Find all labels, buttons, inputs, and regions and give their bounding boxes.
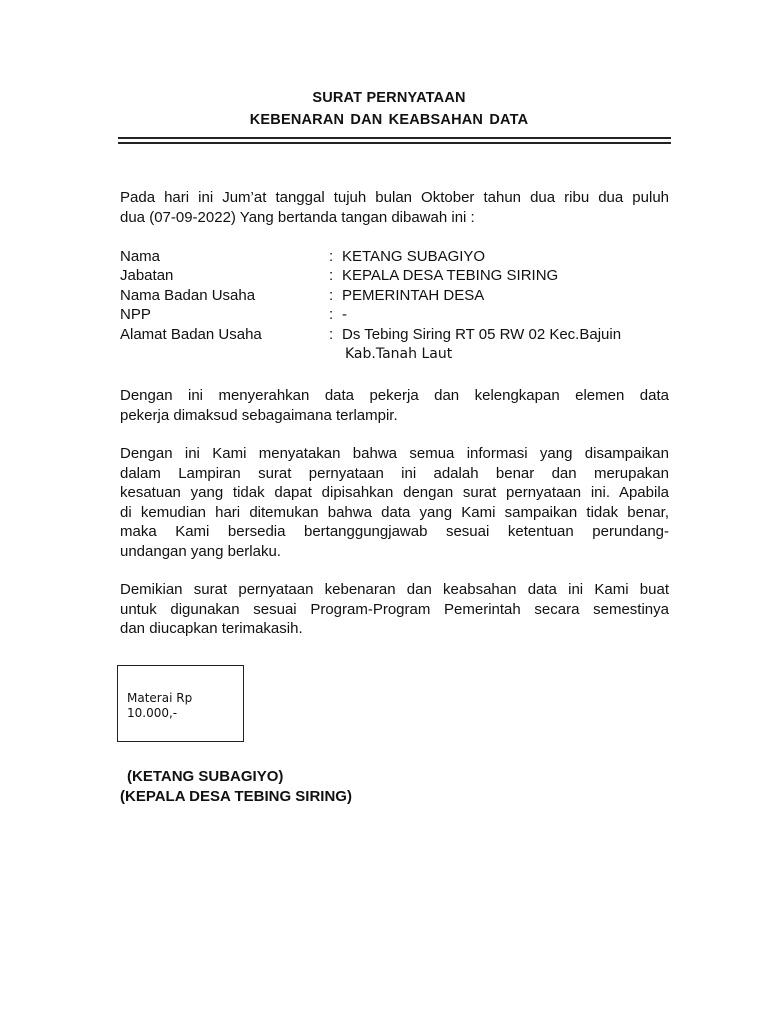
paragraph-line: Dengan ini Kami menyatakan bahwa semua informasi yang disampaikan: [120, 445, 669, 462]
document-subtitle: KEBENARAN DAN KEABSAHAN DATA: [249, 112, 529, 128]
paragraph-line: undangan yang berlaku.: [120, 542, 281, 560]
intro-line: dua (07-09-2022) Yang bertanda tangan dibawah ini :: [120, 208, 475, 226]
field-colon: :: [329, 326, 334, 343]
field-colon: :: [329, 306, 334, 323]
field-colon: :: [329, 287, 334, 304]
title-divider-top: [118, 137, 671, 139]
field-label: Jabatan: [120, 267, 174, 284]
field-label: Alamat Badan Usaha: [120, 326, 262, 343]
paragraph-line: pekerja dimaksud sebagaimana terlampir.: [120, 406, 398, 424]
paragraph-line: Dengan ini menyerahkan data pekerja dan kelengkapan elemen data: [120, 387, 669, 404]
paragraph-line: untuk digunakan sesuai Program-Program Pemerintah secara semestinya: [120, 600, 669, 618]
intro-line: Pada hari ini Jum’at tanggal tujuh bulan Oktober tahun dua ribu dua puluh: [120, 189, 669, 206]
closing-paragraph: [120, 580, 669, 639]
materai-stamp-box: [117, 665, 244, 742]
title-divider-bottom: [118, 142, 671, 144]
signatory-name: (KETANG SUBAGIYO): [127, 768, 284, 785]
paragraph-line: dan diucapkan terimakasih.: [120, 620, 303, 637]
field-value: Ds Tebing Siring RT 05 RW 02 Kec.Bajuin: [342, 326, 622, 343]
field-value: PEMERINTAH DESA: [342, 287, 485, 304]
field-value: KEPALA DESA TEBING SIRING: [342, 267, 559, 284]
paragraph-line: dalam Lampiran surat pernyataan ini adalah benar dan merupakan: [120, 464, 669, 482]
paragraph-line: kesatuan yang tidak dapat dipisahkan dengan surat pernyataan ini. Apabila: [120, 484, 669, 501]
paragraph-line: maka Kami bersedia bertanggungjawab sesuai ketentuan perundang-: [120, 523, 669, 540]
materai-amount: 10.000,-: [127, 706, 178, 720]
statement-paragraph: [120, 444, 669, 561]
paragraph-line: di kemudian hari ditemukan bahwa data yang Kami sampaikan tidak benar,: [120, 503, 669, 521]
field-colon: :: [329, 267, 334, 284]
paragraph-line: Demikian surat pernyataan kebenaran dan keabsahan data ini Kami buat: [120, 581, 669, 598]
intro-paragraph: [120, 188, 669, 227]
field-value: KETANG SUBAGIYO: [342, 248, 486, 265]
field-colon: :: [329, 248, 334, 265]
materai-line: Materai Rp: [127, 691, 193, 705]
field-label: Nama Badan Usaha: [120, 287, 256, 304]
address-continuation: Kab.Tanah Laut: [345, 346, 453, 362]
field-label: Nama: [120, 248, 161, 265]
signatory-position: (KEPALA DESA TEBING SIRING): [120, 788, 352, 805]
field-label: NPP: [120, 306, 151, 323]
materai-label: [127, 691, 192, 721]
document-title: SURAT PERNYATAAN: [312, 90, 466, 106]
field-value: -: [342, 306, 347, 323]
submission-paragraph: [120, 386, 669, 425]
